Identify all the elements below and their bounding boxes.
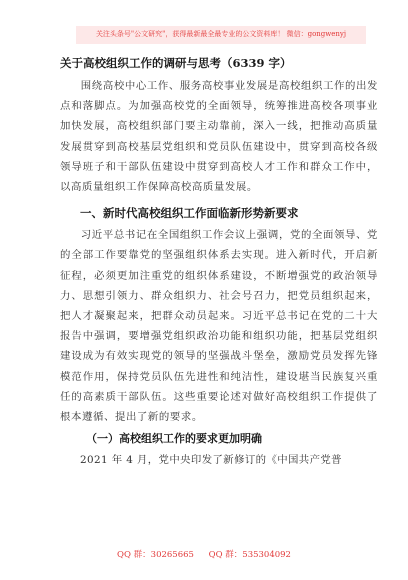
subsection-1-heading: （一）高校组织工作的要求更加明确: [86, 432, 262, 446]
footer-qq-group-1: QQ 群：30265665: [117, 550, 194, 560]
document-title: 关于高校组织工作的调研与思考（6339 字）: [60, 56, 292, 70]
section-1-paragraph: 习近平总书记在全国组织工作会议上强调，党的全面领导、党的全部工作要靠党的坚强组织体系去实现。进入新时代，开启新征程，必须更加注重党的组织体系建设，不断增强党的政治领导力、思想引领力、群众组织力、社会号召力，把党员组织起来，把人才凝聚起来，把群众动员起来。习近平总书记在党的二十大报告中强调，要增强党组织政治功能和组织功能，把基层党组织建设成为有效实现党的领导的坚强战斗堡垒，激励党员发挥先锋模范作用，保持党员队伍先进性和纯洁性，建设堪当民族复兴重任的高素质干部队伍。这些重要论述对做好高校组织工作提供了根本遵循、提出了新的要求。: [60, 229, 378, 424]
subsection-1-first-line: 2021 年 4 月，党中央印发了新修订的《中国共产党普: [80, 454, 342, 467]
footer: [0, 548, 408, 560]
banner-text: 关注头条号"公文研究"，获得最新最全最专业的公文资料库！ 微信：gongwenyj: [95, 30, 347, 38]
footer-qq-group-2: QQ 群：535304092: [208, 550, 291, 560]
top-banner: [76, 26, 366, 44]
intro-paragraph: 围绕高校中心工作、服务高校事业发展是高校组织工作的出发点和落脚点。为加强高校党的全面领导，统筹推进高校各项事业加快发展，高校组织部门要主动靠前，深入一线，把推动高质量发展贯穿到高校基层党组织和党员队伍建设中，贯穿到高校各级领导班子和干部队伍建设中贯穿到高校人才工作和群众工作中，以高质量组织工作保障高校高质量发展。: [60, 80, 378, 194]
section-1-heading: 一、新时代高校组织工作面临新形势新要求: [80, 206, 299, 221]
document-body: [60, 54, 378, 470]
